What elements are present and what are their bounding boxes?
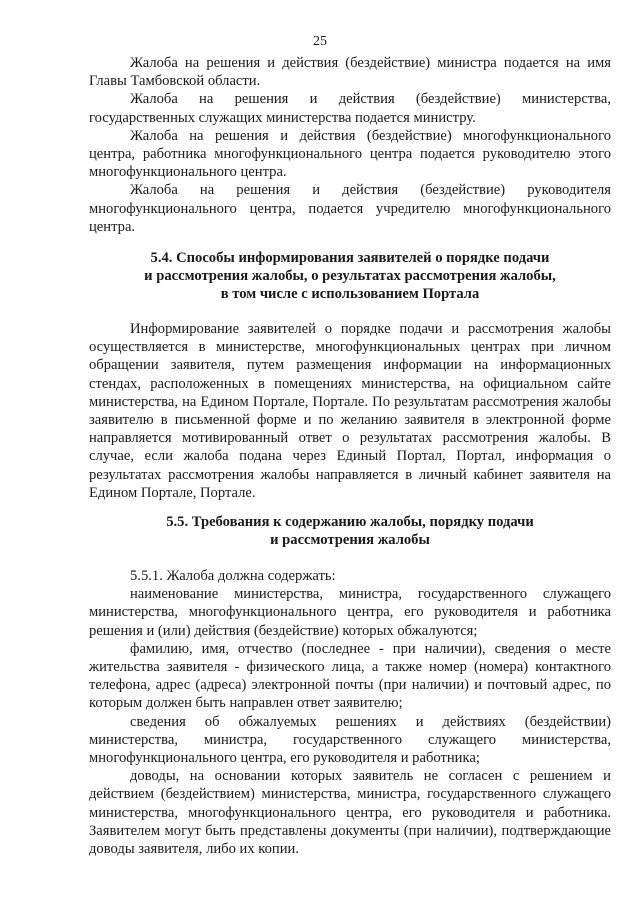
heading-line: и рассмотрения жалобы, о результатах рассмотрения жалобы, <box>144 268 556 285</box>
paragraph: доводы, на основании которых заявитель не согласен с решением и действием (бездействием) министерства, министра, государственного служащего министерства, многофункционального центра, его руководителя и работника. Заявителем могут быть представлены документы (при наличии), подтверждающие доводы заявителя, либо их копии. <box>89 768 611 858</box>
paragraph: Жалоба на решения и действия (бездействие) руководителя многофункционального центра, подается учредителю многофункционального центра. <box>89 182 611 235</box>
heading-line: и рассмотрения жалобы <box>270 532 430 549</box>
heading-line: 5.4. Способы информирования заявителей о порядке подачи <box>150 250 550 266</box>
paragraph: фамилию, имя, отчество (последнее - при наличии), сведения о месте жительства заявителя - физического лица, а также номер (номера) контактного телефона, адрес (адреса) электронной почты (при наличии) и почтовый адрес, по которым должен быть направлен ответ заявителю; <box>89 640 611 712</box>
paragraph: Жалоба на решения и действия (бездействие) министерства, государственных служащих министерства подается министру. <box>89 91 611 126</box>
heading-line: в том числе с использованием Портала <box>220 286 480 303</box>
page-number: 25 <box>313 34 327 49</box>
paragraph: наименование министерства, министра, государственного служащего министерства, многофункционального центра, его руководителя и работника решения и (или) действия (бездействие) которых обжалуются; <box>89 586 611 639</box>
paragraph: Жалоба на решения и действия (бездействие) многофункционального центра, работника многофункционального центра подается руководителю этого многофункционального центра. <box>89 127 611 181</box>
section-heading-5-5 <box>89 513 611 549</box>
paragraph: сведения об обжалуемых решениях и действиях (бездействии) министерства, министра, государственного служащего министерства, многофункционального центра, его руководителя и работника; <box>89 713 611 767</box>
section-5-5-body <box>89 567 611 858</box>
section-heading-5-4 <box>89 249 611 304</box>
complaint-addressees <box>89 54 611 236</box>
paragraph: 5.5.1. Жалоба должна содержать: <box>130 568 336 584</box>
section-5-4-body <box>89 320 611 502</box>
paragraph: Информирование заявителей о порядке подачи и рассмотрения жалобы осуществляется в министерстве, многофункциональных центрах при личном обращении заявителя, путем размещения информации на информационных стендах, расположенных в помещениях министерства, на официальном сайте министерства, на Едином Портале, Портале. По результатам рассмотрения жалобы заявителю в письменной форме и по желанию заявителя в электронной форме направляется мотивированный ответ о результатах рассмотрения жалобы. В случае, если жалоба подана через Единый Портал, Портал, информация о результатах рассмотрения жалобы направляется в личный кабинет заявителя на Едином Портале, Портале. <box>89 321 611 501</box>
paragraph: Жалоба на решения и действия (бездействие) министра подается на имя Главы Тамбовской области. <box>89 55 611 90</box>
heading-line: 5.5. Требования к содержанию жалобы, порядку подачи <box>166 514 534 530</box>
